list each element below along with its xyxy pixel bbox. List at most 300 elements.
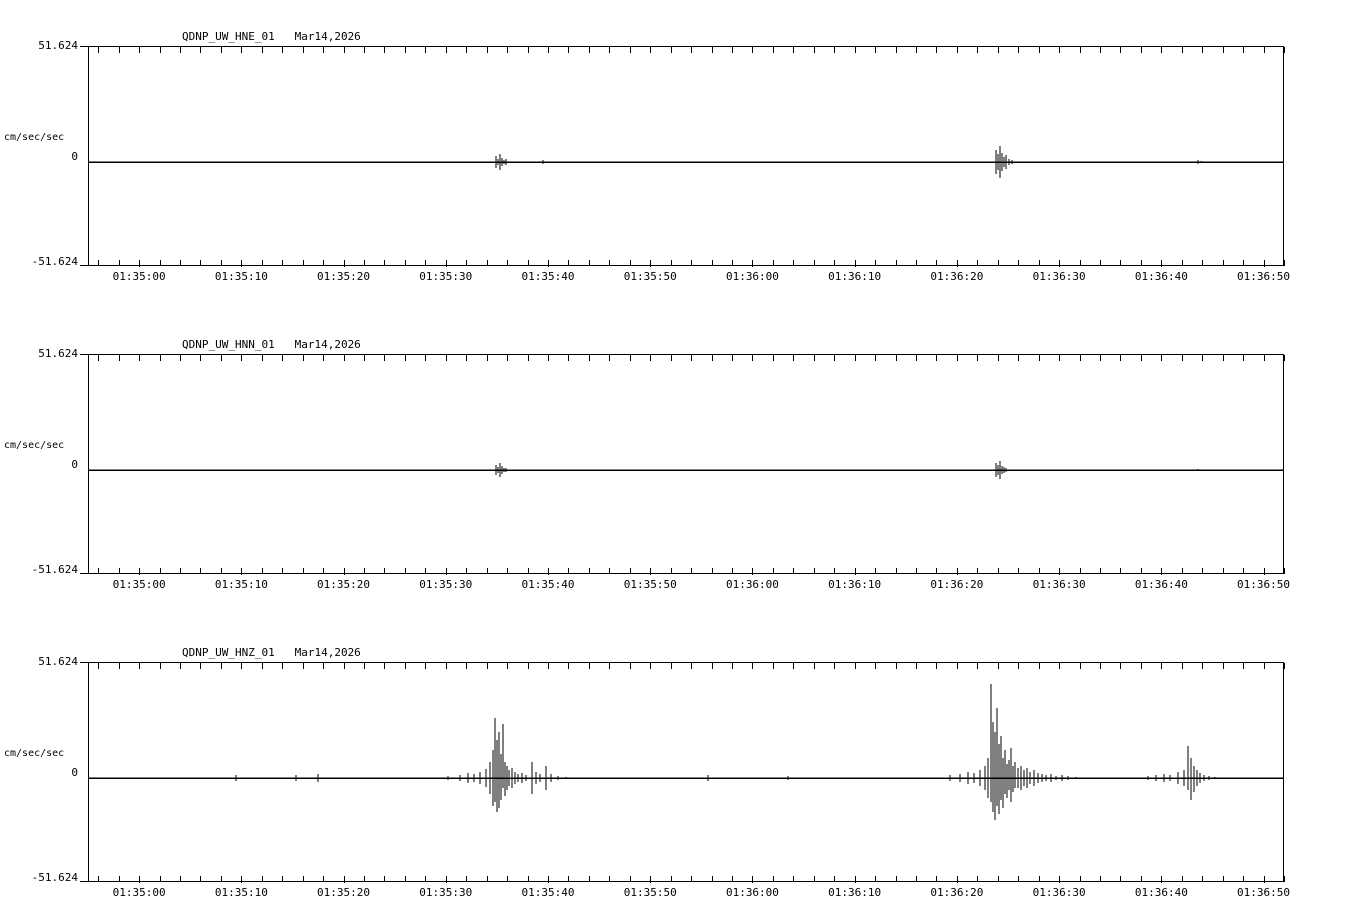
x-tick-label: 01:35:50 (623, 270, 677, 283)
x-tick-mark-top (1080, 47, 1081, 53)
x-tick-mark-top (425, 47, 426, 53)
x-tick-mark-top (671, 355, 672, 361)
x-tick-mark (752, 876, 753, 883)
x-tick-mark-top (1182, 355, 1183, 361)
x-axis-labels (0, 578, 1358, 594)
x-tick-mark (732, 260, 733, 266)
x-tick-label: 01:35:10 (214, 578, 268, 591)
x-tick-mark (139, 568, 140, 575)
x-tick-mark (241, 260, 242, 267)
x-tick-mark (1161, 876, 1162, 883)
x-tick-mark-top (712, 663, 713, 669)
x-tick-mark-top (262, 663, 263, 669)
x-tick-mark-top (1284, 663, 1285, 669)
x-tick-mark (1243, 876, 1244, 882)
x-tick-mark-top (875, 355, 876, 361)
x-tick-mark-top (609, 663, 610, 669)
x-tick-mark-top (446, 663, 447, 669)
x-tick-mark-top (732, 47, 733, 53)
x-tick-mark (487, 260, 488, 266)
x-tick-mark (221, 876, 222, 882)
x-tick-mark-top (241, 663, 242, 669)
x-tick-mark-top (896, 355, 897, 361)
x-tick-mark (1182, 876, 1183, 882)
x-tick-mark-top (466, 47, 467, 53)
x-tick-mark-top (977, 355, 978, 361)
x-tick-mark (323, 260, 324, 266)
x-tick-mark (1141, 568, 1142, 574)
x-tick-mark (507, 260, 508, 266)
x-tick-mark-top (732, 355, 733, 361)
x-tick-label: 01:35:30 (419, 270, 473, 283)
panel-title: QDNP_UW_HNZ_01 Mar14,2026 (182, 646, 361, 659)
x-tick-mark-top (650, 355, 651, 361)
x-tick-mark-top (1100, 663, 1101, 669)
x-tick-mark-top (1059, 663, 1060, 669)
y-axis-label: cm/sec/sec (4, 132, 65, 143)
x-tick-label: 01:35:30 (419, 886, 473, 899)
x-tick-mark-top (98, 663, 99, 669)
x-tick-mark-top (896, 47, 897, 53)
x-tick-mark-top (1039, 355, 1040, 361)
x-tick-mark-top (221, 355, 222, 361)
x-tick-mark (1264, 260, 1265, 267)
x-tick-mark-top (671, 47, 672, 53)
x-tick-label: 01:36:30 (1032, 270, 1086, 283)
x-tick-mark-top (303, 355, 304, 361)
x-tick-mark-top (1223, 47, 1224, 53)
x-tick-mark (119, 260, 120, 266)
x-tick-mark (98, 568, 99, 574)
x-tick-mark (568, 876, 569, 882)
x-tick-mark (98, 260, 99, 266)
x-tick-mark-top (793, 47, 794, 53)
x-tick-mark (548, 568, 549, 575)
x-tick-mark-top (487, 355, 488, 361)
x-tick-mark-top (323, 663, 324, 669)
x-tick-mark-top (1223, 663, 1224, 669)
x-tick-mark-top (344, 663, 345, 669)
x-tick-mark-top (712, 355, 713, 361)
x-tick-mark-top (507, 663, 508, 669)
x-tick-mark (773, 260, 774, 266)
x-tick-mark-top (691, 47, 692, 53)
x-tick-mark-top (589, 663, 590, 669)
y-tick-zero: 0 (71, 458, 78, 471)
x-tick-mark-top (977, 47, 978, 53)
x-tick-label: 01:36:50 (1237, 270, 1291, 283)
x-tick-mark-top (548, 355, 549, 361)
x-tick-mark (814, 876, 815, 882)
x-tick-mark-top (180, 47, 181, 53)
x-tick-mark (1284, 876, 1285, 882)
x-tick-mark (139, 260, 140, 267)
x-tick-mark-top (916, 663, 917, 669)
x-tick-mark (712, 260, 713, 266)
x-tick-mark (344, 876, 345, 883)
x-tick-mark (1120, 876, 1121, 882)
x-tick-label: 01:35:30 (419, 578, 473, 591)
y-tick-min: -51.624 (31, 563, 78, 576)
x-tick-mark-top (855, 355, 856, 361)
x-tick-label: 01:35:40 (521, 270, 575, 283)
x-tick-mark-top (957, 663, 958, 669)
x-tick-mark (446, 568, 447, 575)
x-tick-mark (466, 260, 467, 266)
x-tick-mark-top (282, 355, 283, 361)
x-tick-mark (200, 568, 201, 574)
x-tick-mark-top (671, 663, 672, 669)
x-tick-mark-top (630, 663, 631, 669)
x-tick-mark-top (793, 355, 794, 361)
x-tick-mark (241, 876, 242, 883)
x-tick-mark-top (344, 47, 345, 53)
x-tick-mark-top (609, 355, 610, 361)
waveform-svg (88, 354, 1284, 574)
x-tick-label: 01:35:00 (112, 578, 166, 591)
x-tick-mark (691, 876, 692, 882)
x-tick-mark-top (936, 47, 937, 53)
x-tick-mark-top (855, 47, 856, 53)
y-tick-mark-max (80, 354, 88, 355)
x-tick-mark-top (221, 663, 222, 669)
x-tick-mark (1100, 876, 1101, 882)
x-tick-mark (650, 260, 651, 267)
x-tick-mark (446, 260, 447, 267)
x-tick-mark (1100, 568, 1101, 574)
x-tick-mark-top (691, 663, 692, 669)
x-tick-mark (814, 568, 815, 574)
x-tick-mark-top (752, 663, 753, 669)
x-tick-mark-top (282, 47, 283, 53)
panel-title: QDNP_UW_HNE_01 Mar14,2026 (182, 30, 361, 43)
x-tick-mark (671, 568, 672, 574)
x-tick-mark (180, 260, 181, 266)
x-tick-mark-top (998, 355, 999, 361)
x-tick-label: 01:35:10 (214, 270, 268, 283)
x-tick-mark-top (487, 663, 488, 669)
x-tick-mark (1141, 876, 1142, 882)
x-tick-mark (793, 876, 794, 882)
x-tick-label: 01:35:10 (214, 886, 268, 899)
waveform-trace (88, 662, 1284, 882)
x-tick-mark (998, 260, 999, 266)
x-tick-mark (487, 876, 488, 882)
x-tick-mark-top (548, 663, 549, 669)
x-tick-label: 01:36:30 (1032, 578, 1086, 591)
x-tick-mark-top (487, 47, 488, 53)
x-axis-labels (0, 886, 1358, 902)
x-tick-mark-top (160, 355, 161, 361)
x-tick-mark (834, 876, 835, 882)
x-tick-mark (855, 876, 856, 883)
x-tick-mark-top (1284, 47, 1285, 53)
x-tick-label: 01:36:40 (1134, 578, 1188, 591)
x-tick-mark (1202, 260, 1203, 266)
x-tick-mark-top (466, 663, 467, 669)
x-tick-mark-top (466, 355, 467, 361)
x-tick-mark (650, 568, 651, 575)
x-tick-mark (957, 260, 958, 267)
x-tick-mark (303, 260, 304, 266)
seismogram-panel-hnz (0, 628, 1358, 916)
x-tick-mark (384, 260, 385, 266)
x-tick-mark (528, 876, 529, 882)
x-tick-mark (691, 568, 692, 574)
x-tick-mark-top (1141, 47, 1142, 53)
x-tick-label: 01:35:40 (521, 886, 575, 899)
x-tick-mark-top (303, 47, 304, 53)
x-tick-mark-top (834, 47, 835, 53)
x-tick-mark-top (405, 47, 406, 53)
x-tick-mark (446, 876, 447, 883)
x-tick-label: 01:36:00 (725, 270, 779, 283)
x-tick-mark (344, 260, 345, 267)
x-tick-mark-top (405, 355, 406, 361)
x-tick-mark-top (957, 355, 958, 361)
x-tick-mark (1223, 260, 1224, 266)
x-tick-mark (282, 568, 283, 574)
x-tick-label: 01:36:10 (828, 270, 882, 283)
x-tick-mark (630, 568, 631, 574)
x-tick-mark-top (1161, 47, 1162, 53)
x-tick-mark (528, 260, 529, 266)
x-tick-mark (1182, 260, 1183, 266)
x-tick-mark (916, 260, 917, 266)
x-tick-label: 01:36:00 (725, 578, 779, 591)
x-tick-mark (98, 876, 99, 882)
x-tick-mark (875, 568, 876, 574)
x-tick-mark-top (1080, 355, 1081, 361)
x-tick-mark (998, 568, 999, 574)
x-tick-mark-top (528, 355, 529, 361)
y-tick-min: -51.624 (31, 871, 78, 884)
x-tick-mark (528, 568, 529, 574)
x-tick-mark (425, 260, 426, 266)
x-tick-mark-top (384, 663, 385, 669)
x-tick-mark (814, 260, 815, 266)
x-tick-mark-top (568, 355, 569, 361)
x-tick-mark (834, 260, 835, 266)
x-tick-mark-top (364, 355, 365, 361)
x-tick-mark-top (119, 663, 120, 669)
x-tick-mark (630, 260, 631, 266)
x-tick-mark (405, 876, 406, 882)
x-tick-mark-top (262, 47, 263, 53)
x-tick-mark (262, 568, 263, 574)
x-tick-mark-top (568, 47, 569, 53)
x-tick-mark (957, 876, 958, 883)
x-tick-mark-top (221, 47, 222, 53)
x-tick-mark (977, 876, 978, 882)
x-tick-mark (466, 568, 467, 574)
x-tick-mark-top (1182, 663, 1183, 669)
x-tick-mark (916, 876, 917, 882)
x-tick-mark (589, 568, 590, 574)
x-tick-mark (589, 260, 590, 266)
x-tick-mark-top (834, 663, 835, 669)
x-tick-mark-top (1120, 47, 1121, 53)
x-tick-mark (1059, 568, 1060, 575)
x-tick-mark-top (957, 47, 958, 53)
x-tick-mark-top (875, 47, 876, 53)
seismogram-panel-hnn (0, 320, 1358, 608)
x-tick-mark-top (139, 355, 140, 361)
x-tick-mark (1100, 260, 1101, 266)
x-tick-mark (1223, 876, 1224, 882)
x-tick-mark-top (977, 663, 978, 669)
x-tick-mark (221, 568, 222, 574)
x-tick-mark (609, 568, 610, 574)
x-tick-mark-top (1018, 47, 1019, 53)
x-tick-label: 01:36:10 (828, 578, 882, 591)
x-tick-mark-top (855, 663, 856, 669)
x-tick-mark-top (589, 355, 590, 361)
x-tick-label: 01:36:20 (930, 886, 984, 899)
panel-title: QDNP_UW_HNN_01 Mar14,2026 (182, 338, 361, 351)
x-tick-mark (548, 876, 549, 883)
x-tick-mark (752, 568, 753, 575)
x-tick-mark-top (752, 47, 753, 53)
x-axis-ticks (88, 260, 1284, 268)
x-tick-mark-top (1141, 355, 1142, 361)
x-tick-mark (303, 568, 304, 574)
x-tick-mark-top (139, 47, 140, 53)
x-tick-mark (650, 876, 651, 883)
x-tick-label: 01:36:40 (1134, 886, 1188, 899)
x-tick-mark-top (180, 663, 181, 669)
x-tick-mark (1120, 568, 1121, 574)
x-tick-mark (896, 568, 897, 574)
x-tick-mark (1161, 568, 1162, 575)
x-tick-mark-top (1018, 663, 1019, 669)
x-tick-mark (671, 260, 672, 266)
x-tick-mark (425, 568, 426, 574)
y-tick-max: 51.624 (38, 39, 78, 52)
x-tick-mark (180, 568, 181, 574)
x-tick-mark-top (119, 355, 120, 361)
x-tick-mark (119, 568, 120, 574)
x-tick-mark (793, 568, 794, 574)
x-tick-mark-top (814, 663, 815, 669)
x-tick-mark-top (200, 663, 201, 669)
x-tick-mark-top (773, 47, 774, 53)
x-tick-mark-top (609, 47, 610, 53)
x-tick-label: 01:36:00 (725, 886, 779, 899)
waveform-trace (88, 354, 1284, 574)
x-tick-mark-top (916, 355, 917, 361)
x-tick-mark-top (814, 355, 815, 361)
x-tick-mark-top (405, 663, 406, 669)
x-tick-mark (548, 260, 549, 267)
x-tick-mark (384, 876, 385, 882)
x-tick-mark (1264, 568, 1265, 575)
x-tick-label: 01:36:50 (1237, 886, 1291, 899)
x-tick-mark (364, 568, 365, 574)
x-tick-mark (855, 260, 856, 267)
x-tick-mark (119, 876, 120, 882)
x-tick-mark (752, 260, 753, 267)
x-tick-mark-top (241, 47, 242, 53)
x-tick-mark (1059, 260, 1060, 267)
waveform-svg (88, 46, 1284, 266)
x-tick-mark-top (650, 47, 651, 53)
x-tick-mark-top (344, 355, 345, 361)
x-tick-mark (1039, 876, 1040, 882)
x-tick-mark-top (1202, 355, 1203, 361)
x-tick-mark (896, 260, 897, 266)
y-tick-mark-max (80, 46, 88, 47)
x-tick-mark-top (1223, 355, 1224, 361)
x-tick-mark (875, 876, 876, 882)
x-tick-mark (323, 568, 324, 574)
x-tick-mark-top (1202, 663, 1203, 669)
x-tick-mark (671, 876, 672, 882)
x-tick-mark-top (1264, 355, 1265, 361)
x-tick-mark-top (384, 47, 385, 53)
y-tick-max: 51.624 (38, 347, 78, 360)
x-tick-mark (1202, 568, 1203, 574)
x-tick-mark-top (160, 47, 161, 53)
x-tick-mark (262, 876, 263, 882)
x-tick-mark (160, 568, 161, 574)
x-axis-ticks (88, 876, 1284, 884)
x-tick-mark (568, 260, 569, 266)
x-tick-mark (957, 568, 958, 575)
y-tick-mark-min (80, 573, 88, 574)
x-tick-mark (323, 876, 324, 882)
x-tick-mark-top (200, 47, 201, 53)
x-tick-mark-top (630, 355, 631, 361)
x-tick-mark-top (568, 663, 569, 669)
x-tick-mark-top (793, 663, 794, 669)
x-tick-mark-top (1264, 663, 1265, 669)
x-tick-mark (793, 260, 794, 266)
x-tick-label: 01:36:20 (930, 270, 984, 283)
x-tick-mark-top (139, 663, 140, 669)
x-tick-mark (1182, 568, 1183, 574)
x-tick-mark-top (589, 47, 590, 53)
x-tick-mark-top (712, 47, 713, 53)
x-axis-labels (0, 270, 1358, 286)
x-tick-mark-top (528, 663, 529, 669)
x-tick-mark (241, 568, 242, 575)
x-tick-mark-top (752, 355, 753, 361)
x-tick-mark-top (916, 47, 917, 53)
x-tick-mark-top (834, 355, 835, 361)
x-tick-mark-top (1243, 663, 1244, 669)
x-tick-mark (1141, 260, 1142, 266)
x-tick-mark-top (241, 355, 242, 361)
x-tick-mark (773, 568, 774, 574)
x-tick-mark (507, 568, 508, 574)
x-tick-mark (405, 568, 406, 574)
x-tick-mark-top (650, 663, 651, 669)
x-tick-label: 01:35:20 (317, 578, 371, 591)
y-tick-mark-max (80, 662, 88, 663)
x-tick-mark (630, 876, 631, 882)
x-tick-mark (466, 876, 467, 882)
x-tick-mark-top (1161, 663, 1162, 669)
x-tick-mark-top (98, 47, 99, 53)
x-tick-mark-top (425, 355, 426, 361)
x-tick-mark-top (1039, 47, 1040, 53)
x-tick-mark-top (1120, 355, 1121, 361)
x-tick-mark-top (936, 355, 937, 361)
x-tick-mark-top (1161, 355, 1162, 361)
x-tick-mark (1039, 260, 1040, 266)
x-tick-mark (609, 876, 610, 882)
